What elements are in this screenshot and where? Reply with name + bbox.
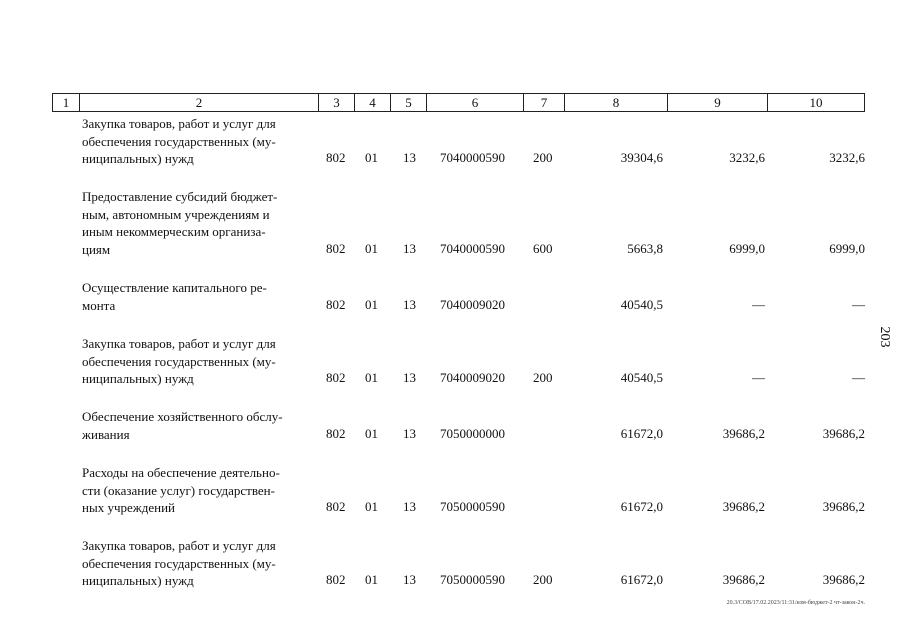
cell-col4: 01 xyxy=(365,150,378,165)
header-col-3: 3 xyxy=(333,95,340,110)
cell-col6: 7040000590 xyxy=(440,150,505,165)
description-line: Предоставление субсидий бюджет- xyxy=(82,189,278,204)
header-col-8: 8 xyxy=(612,95,620,110)
description-line: живания xyxy=(82,426,130,442)
cell-col6: 7050000000 xyxy=(440,426,505,441)
description-line: обеспечения государственных (му- xyxy=(82,353,276,369)
cell-col9: — xyxy=(752,370,765,385)
cell-col10: 39686,2 xyxy=(822,572,865,587)
cell-col8: 5663,8 xyxy=(627,241,663,256)
cell-col6: 7040000590 xyxy=(440,241,505,256)
cell-col3: 802 xyxy=(326,150,346,165)
cell-col4: 01 xyxy=(365,241,378,256)
cell-col8: 61672,0 xyxy=(620,426,663,441)
cell-col10: — xyxy=(852,297,865,312)
row-description xyxy=(82,188,317,258)
description-line: ниципальных) нужд xyxy=(82,371,194,386)
header-col-1: 1 xyxy=(62,95,70,110)
cell-col8: 39304,6 xyxy=(620,150,663,165)
cell-col4: 01 xyxy=(365,572,378,587)
cell-col5: 13 xyxy=(403,499,416,514)
cell-col9: 3232,6 xyxy=(729,150,765,165)
cell-col3: 802 xyxy=(326,572,346,587)
cell-col9: — xyxy=(752,297,765,312)
description-line: ниципальных) нужд xyxy=(82,573,194,588)
description-line: обеспечения государственных (му- xyxy=(82,133,276,149)
description-line: обеспечения государственных (му- xyxy=(82,555,276,571)
cell-col3: 802 xyxy=(326,297,346,312)
cell-col7: 200 xyxy=(533,370,553,385)
cell-col5: 13 xyxy=(403,426,416,441)
description-line: ных учреждений xyxy=(82,500,175,515)
cell-col4: 01 xyxy=(365,297,378,312)
cell-col5: 13 xyxy=(403,297,416,312)
description-line: Осуществление капитального ре- xyxy=(82,280,267,295)
cell-col3: 802 xyxy=(326,370,346,385)
description-line: ным, автономным учреждениям и xyxy=(82,206,270,222)
header-col-4: 4 xyxy=(369,95,376,110)
cell-col4: 01 xyxy=(365,499,378,514)
description-line: монта xyxy=(82,297,116,313)
cell-col6: 7040009020 xyxy=(440,370,505,385)
cell-col6: 7050000590 xyxy=(440,572,505,587)
cell-col7: 600 xyxy=(533,241,553,256)
header-col-2: 2 xyxy=(195,95,203,110)
footer-note: 20.3/СОВ/17.02.2023/11:31/изм-бюджет-2 чт-закон-2ч. xyxy=(726,600,865,606)
cell-col5: 13 xyxy=(403,150,416,165)
cell-col10: 39686,2 xyxy=(822,426,865,441)
header-col-10: 10 xyxy=(809,95,823,110)
header-col-7: 7 xyxy=(540,95,548,110)
row-description xyxy=(82,537,317,590)
header-col-9: 9 xyxy=(714,95,721,110)
cell-col5: 13 xyxy=(403,572,416,587)
row-description xyxy=(82,279,317,314)
description-line: циям xyxy=(82,241,111,257)
cell-col3: 802 xyxy=(326,426,346,441)
cell-col8: 61672,0 xyxy=(620,572,663,587)
description-line: Закупка товаров, работ и услуг для xyxy=(82,336,276,351)
cell-col4: 01 xyxy=(365,426,378,441)
cell-col9: 39686,2 xyxy=(722,572,765,587)
cell-col10: 6999,0 xyxy=(829,241,865,256)
cell-col9: 6999,0 xyxy=(729,241,765,256)
row-description xyxy=(82,115,317,168)
description-line: ниципальных) нужд xyxy=(82,151,194,166)
table-header xyxy=(52,93,865,112)
cell-col8: 40540,5 xyxy=(620,297,663,312)
description-line: Закупка товаров, работ и услуг для xyxy=(82,538,276,553)
description-line: иным некоммерческим организа- xyxy=(82,224,266,239)
row-description xyxy=(82,408,317,443)
description-line: Обеспечение хозяйственного обслу- xyxy=(82,409,283,424)
row-description xyxy=(82,464,317,517)
cell-col3: 802 xyxy=(326,241,346,256)
cell-col9: 39686,2 xyxy=(722,499,765,514)
cell-col3: 802 xyxy=(326,499,346,514)
description-line: сти (оказание услуг) государствен- xyxy=(82,482,275,498)
row-description xyxy=(82,335,317,388)
page-number: 203 xyxy=(877,326,892,348)
cell-col8: 61672,0 xyxy=(620,499,663,514)
cell-col7: 200 xyxy=(533,150,553,165)
cell-col6: 7050000590 xyxy=(440,499,505,514)
cell-col8: 40540,5 xyxy=(620,370,663,385)
header-col-5: 5 xyxy=(405,95,412,110)
cell-col10: 3232,6 xyxy=(829,150,865,165)
header-col-6: 6 xyxy=(471,95,479,110)
cell-col9: 39686,2 xyxy=(722,426,765,441)
description-line: Закупка товаров, работ и услуг для xyxy=(82,116,276,131)
cell-col10: — xyxy=(852,370,865,385)
cell-col7: 200 xyxy=(533,572,553,587)
description-line: Расходы на обеспечение деятельно- xyxy=(82,465,280,480)
cell-col6: 7040009020 xyxy=(440,297,505,312)
cell-col5: 13 xyxy=(403,241,416,256)
cell-col10: 39686,2 xyxy=(822,499,865,514)
cell-col4: 01 xyxy=(365,370,378,385)
cell-col5: 13 xyxy=(403,370,416,385)
